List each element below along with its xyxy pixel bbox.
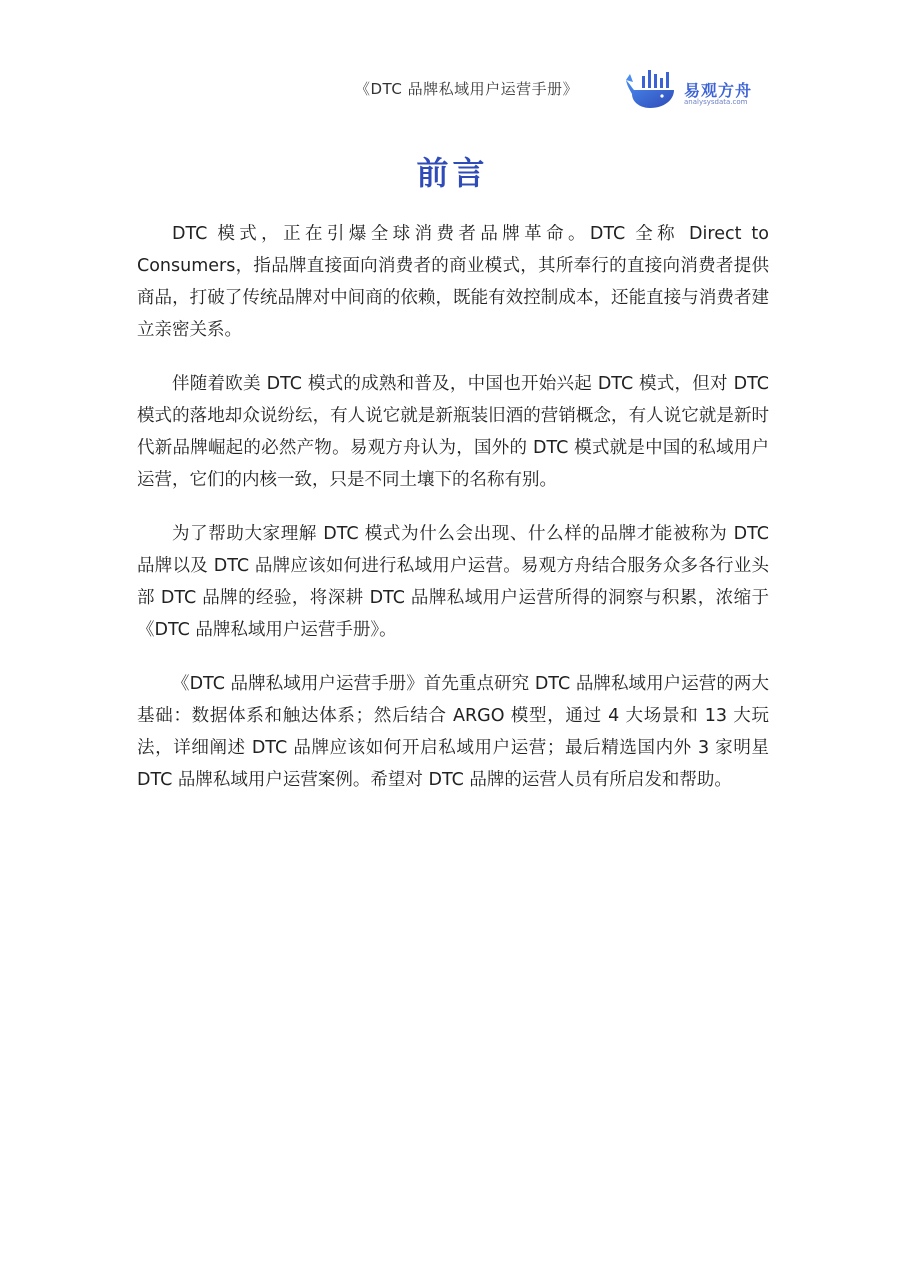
page-header	[0, 62, 905, 117]
logo-name: 易观方舟	[684, 81, 753, 100]
brand-logo	[624, 62, 764, 114]
page-title: 前言	[416, 154, 489, 192]
paragraph-1: DTC 模式，正在引爆全球消费者品牌革命。DTC 全称 Direct to Consumers，指品牌直接面向消费者的商业模式，其所奉行的直接向消费者提供商品，打破了传统品牌对中间商的依赖，既能有效控制成本，还能直接与消费者建立亲密关系。	[137, 224, 769, 340]
header-title: 《DTC 品牌私域用户运营手册》	[355, 80, 579, 98]
paragraph-3: 为了帮助大家理解 DTC 模式为什么会出现、什么样的品牌才能被称为 DTC 品牌以及 DTC 品牌应该如何进行私域用户运营。易观方舟结合服务众多各行业头部 DTC 品牌的经验，将深耕 DTC 品牌私域用户运营所得的洞察与积累，浓缩于《DTC 品牌私域用户运营手册》。	[137, 524, 769, 640]
preface-content	[137, 218, 769, 818]
paragraph-4: 《DTC 品牌私域用户运营手册》首先重点研究 DTC 品牌私域用户运营的两大基础：数据体系和触达体系；然后结合 ARGO 模型，通过 4 大场景和 13 大玩法，详细阐述 DTC 品牌应该如何开启私域用户运营；最后精选国内外 3 家明星 DTC 品牌私域用户运营案例。希望对 DTC 品牌的运营人员有所启发和帮助。	[137, 674, 769, 790]
logo-domain: analysysdata.com	[684, 98, 748, 106]
paragraph-2: 伴随着欧美 DTC 模式的成熟和普及，中国也开始兴起 DTC 模式，但对 DTC 模式的落地却众说纷纭，有人说它就是新瓶装旧酒的营销概念，有人说它就是新时代新品牌崛起的必然产物。易观方舟认为，国外的 DTC 模式就是中国的私域用户运营，它们的内核一致，只是不同土壤下的名称有别。	[137, 374, 769, 490]
whale-logo-icon	[624, 66, 680, 112]
